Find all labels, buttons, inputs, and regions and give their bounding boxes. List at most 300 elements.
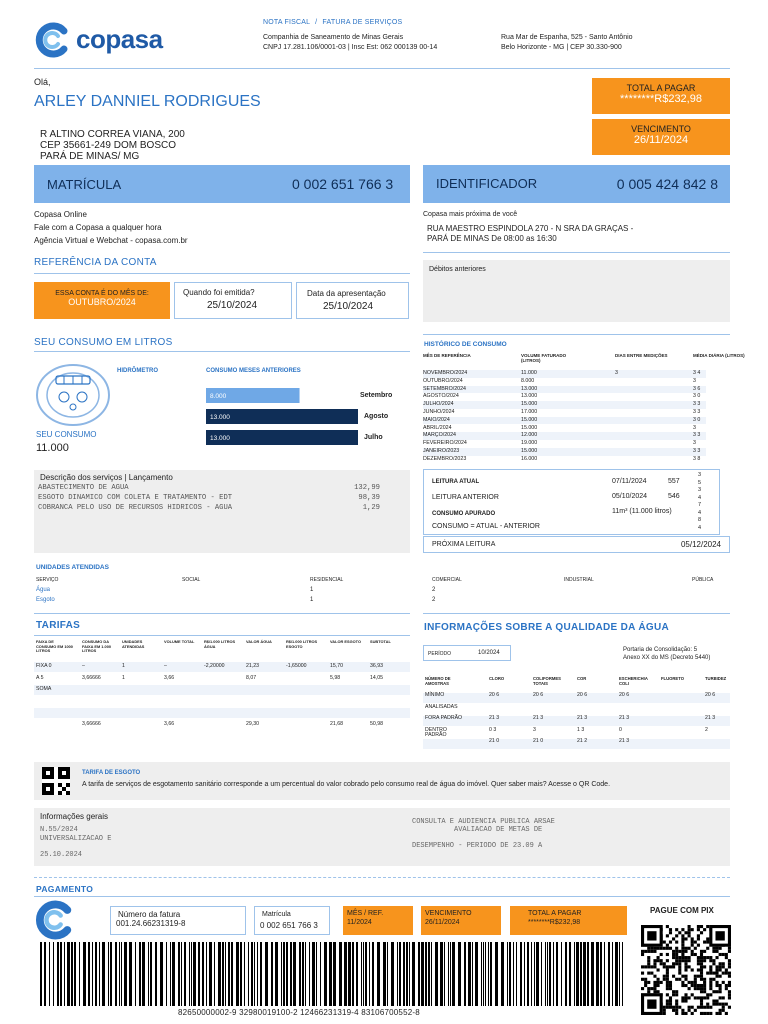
quality-cell: 21 0	[489, 738, 500, 744]
qr-module	[700, 968, 703, 971]
qr-module	[700, 956, 703, 959]
qr-module	[681, 947, 684, 950]
qr-module	[669, 965, 672, 968]
qr-module	[706, 925, 709, 928]
barcode-bar	[431, 942, 432, 1006]
current-reading-label: LEITURA ATUAL	[432, 479, 480, 485]
qr-module	[666, 978, 669, 981]
qr-module	[712, 978, 715, 981]
barcode-bar	[547, 942, 548, 1006]
quality-header: TURBIDEZ	[705, 676, 727, 681]
history-header: VOLUME FATURADO (LITROS)	[521, 353, 567, 363]
barcode-bar	[576, 942, 579, 1006]
general-info-l2: UNIVERSALIZACAO E	[40, 835, 112, 843]
qr-module	[722, 1006, 725, 1009]
barcode-bar	[275, 942, 278, 1006]
qr-module	[697, 934, 700, 937]
qr-module	[703, 1012, 706, 1015]
qr-module	[691, 993, 694, 996]
quality-cell: 21 3	[619, 738, 630, 744]
qr-module	[684, 978, 687, 981]
history-table	[423, 353, 745, 465]
qr-module	[669, 1003, 672, 1006]
qr-module	[684, 996, 687, 999]
qr-module	[641, 965, 644, 968]
barcode-bar	[309, 942, 310, 1006]
barcode-bar	[387, 942, 388, 1006]
barcode-bar	[604, 942, 605, 1006]
chart-value-label: 13.000	[210, 414, 230, 421]
barcode-bar	[135, 942, 136, 1006]
barcode-bar	[421, 942, 424, 1006]
quality-period-value: 10/2024	[478, 650, 500, 656]
barcode-bar	[399, 942, 401, 1006]
qr-module	[700, 1012, 703, 1015]
tariffs-cell: 14,05	[370, 674, 383, 681]
qr-module	[675, 993, 678, 996]
history-cell: 3	[615, 370, 618, 376]
payment-matricula-box	[254, 906, 330, 935]
qr-module	[715, 947, 718, 950]
qr-module	[719, 996, 722, 999]
tariffs-cell: 8,07	[246, 674, 257, 681]
qr-module	[700, 965, 703, 968]
qr-module	[684, 984, 687, 987]
online-link[interactable]: Agência Virtual e Webchat - copasa.com.br	[34, 236, 188, 245]
qr-module	[697, 959, 700, 962]
barcode-bar	[507, 942, 508, 1006]
tariffs-cell: 50,98	[370, 720, 383, 727]
barcode-bar	[236, 942, 239, 1006]
payment-title: PAGAMENTO	[36, 884, 94, 894]
qr-module	[700, 972, 703, 975]
qr-module	[684, 959, 687, 962]
issued-label: Quando foi emitida?	[183, 288, 255, 297]
history-cell: 3 6	[693, 385, 701, 392]
units-title: UNIDADES ATENDIDAS	[36, 564, 109, 571]
barcode-bar	[383, 942, 386, 1006]
qr-module	[688, 987, 691, 990]
barcode-bar	[228, 942, 230, 1006]
qr-module	[678, 968, 681, 971]
qr-module	[641, 987, 644, 990]
general-info-l1: N.55/2024	[40, 826, 78, 834]
qr-module	[700, 931, 703, 934]
qr-module	[657, 984, 660, 987]
qr-module	[675, 950, 678, 953]
history-cell: 3 3	[693, 409, 701, 415]
divider	[423, 613, 730, 614]
matricula-label: MATRÍCULA	[47, 177, 122, 192]
pix-qr-code[interactable]	[641, 925, 731, 1015]
customer-address1: R ALTINO CORREA VIANA, 200	[40, 129, 185, 140]
presented-value: 25/10/2024	[323, 301, 374, 312]
identificador-label: IDENTIFICADOR	[436, 176, 538, 191]
units-header: INDUSTRIAL	[564, 577, 594, 583]
qr-module	[663, 1006, 666, 1009]
company-address2: Belo Horizonte - MG | CEP 30.330-900	[501, 44, 622, 51]
qr-module	[722, 1003, 725, 1006]
history-cell: JANEIRO/2023	[423, 448, 460, 454]
qr-module	[697, 937, 700, 940]
quality-cell: 21 3	[533, 715, 544, 721]
qr-module	[675, 1006, 678, 1009]
qr-module	[663, 965, 666, 968]
payment-ref-box	[343, 906, 413, 935]
barcode-bar	[166, 942, 167, 1006]
barcode-bar	[600, 942, 602, 1006]
barcode-bar	[160, 942, 163, 1006]
barcode-bar	[71, 942, 73, 1006]
barcode-bar	[534, 942, 535, 1006]
qr-module	[728, 984, 731, 987]
qr-module	[719, 965, 722, 968]
barcode-bar	[121, 942, 122, 1006]
qr-module	[700, 990, 703, 993]
divider	[34, 273, 410, 274]
history-title: HISTÓRICO DE CONSUMO	[424, 341, 507, 348]
qr-module	[691, 941, 694, 944]
barcode-bar	[391, 942, 394, 1006]
qr-module	[703, 956, 706, 959]
qr-module	[672, 962, 675, 965]
divider	[34, 351, 410, 352]
qr-module	[709, 956, 712, 959]
tariffs-header: UNIDADES ATENDIDAS	[122, 639, 145, 649]
qr-module	[725, 1003, 728, 1006]
qr-module	[715, 999, 718, 1002]
qr-module	[700, 987, 703, 990]
qr-module	[681, 996, 684, 999]
barcode-bar	[209, 942, 212, 1006]
qr-module	[669, 941, 672, 944]
tariffs-title: TARIFAS	[36, 620, 81, 631]
qr-module	[647, 947, 650, 950]
due-value: 26/11/2024	[633, 134, 689, 146]
qr-module	[681, 956, 684, 959]
history-cell: 17.000	[521, 409, 538, 415]
quality-cell: 20 6	[489, 692, 500, 698]
copasa-logo-icon	[34, 900, 74, 940]
service-value: 98,39	[358, 494, 380, 502]
reference-title: REFERÊNCIA DA CONTA	[34, 257, 157, 268]
history-cell: OUTUBRO/2024	[423, 377, 463, 384]
service-description: ABASTECIMENTO DE AGUA	[38, 484, 129, 492]
qr-module	[660, 953, 663, 956]
consumption-formula: CONSUMO = ATUAL - ANTERIOR	[432, 523, 540, 530]
payment-total-box	[510, 906, 627, 935]
history-cell: 3 0	[693, 393, 701, 400]
history-cell: 3	[693, 440, 696, 447]
barcode-bar	[615, 942, 618, 1006]
qr-module	[706, 1006, 709, 1009]
tariffs-header: FAIXA DE CONSUMO EM 1000 LITROS	[36, 639, 73, 654]
tariffs-header: VALOR ESGOTO	[330, 639, 361, 644]
payment-total-value: ********R$232,98	[528, 919, 581, 926]
barcode-bar	[214, 942, 215, 1006]
qr-module	[694, 987, 697, 990]
qr-module	[675, 1003, 678, 1006]
qr-module	[647, 990, 650, 993]
qr-module	[675, 999, 678, 1002]
qr-module	[669, 984, 672, 987]
barcode-bar	[435, 942, 438, 1006]
payment-due-box	[421, 906, 501, 935]
qr-module	[709, 968, 712, 971]
quality-title: INFORMAÇÕES SOBRE A QUALIDADE DA ÁGUA	[424, 622, 669, 633]
barcode-bar	[302, 942, 304, 1006]
due-date-box	[592, 119, 730, 155]
qr-module	[722, 953, 725, 956]
qr-module	[706, 937, 709, 940]
barcode-bar	[49, 942, 50, 1006]
qr-module	[650, 972, 653, 975]
barcode-bar	[257, 942, 258, 1006]
qr-finder-center	[715, 931, 724, 940]
qr-module	[669, 1006, 672, 1009]
qr-module	[666, 925, 669, 928]
divider	[34, 635, 410, 636]
barcode-bar	[293, 942, 296, 1006]
barcode-bar	[428, 942, 430, 1006]
barcode-bar	[574, 942, 575, 1006]
qr-module	[666, 959, 669, 962]
qr-module	[647, 987, 650, 990]
qr-module	[709, 987, 712, 990]
units-cell: 2	[432, 587, 436, 593]
chart-category-label: Setembro	[360, 392, 393, 399]
tariffs-header: R$/1.000 LITROS ÁGUA	[204, 639, 236, 649]
qr-module	[681, 944, 684, 947]
barcode-bar	[403, 942, 405, 1006]
qr-module	[675, 1012, 678, 1015]
your-consumption-value: 11.000	[36, 442, 69, 454]
qr-module	[672, 965, 675, 968]
qr-module	[678, 978, 681, 981]
service-description: ESGOTO DINAMICO COM COLETA E TRATAMENTO - EDT	[38, 494, 233, 502]
services-title: Descrição dos serviços | Lançamento	[40, 473, 173, 482]
quality-cell: FORA PADRÃO	[425, 715, 463, 721]
qr-module	[694, 953, 697, 956]
qr-module	[653, 962, 656, 965]
qr-module	[697, 944, 700, 947]
tariffs-cell: FIXA 0	[36, 663, 52, 669]
qr-module	[647, 959, 650, 962]
consumed-label: CONSUMO APURADO	[432, 511, 496, 517]
qr-module	[672, 975, 675, 978]
payment-matricula-value: 0 002 651 766 3	[260, 921, 318, 930]
payment-total-label: TOTAL A PAGAR	[528, 910, 582, 917]
history-row	[423, 409, 706, 417]
qr-module	[725, 956, 728, 959]
barcode-bar	[95, 942, 97, 1006]
qr-module	[641, 950, 644, 953]
doc-type: NOTA FISCAL	[263, 19, 310, 26]
history-cell: 15.000	[521, 416, 538, 423]
previous-debts-box	[423, 260, 730, 322]
qr-module	[675, 956, 678, 959]
qr-module	[706, 947, 709, 950]
qr-module	[684, 962, 687, 965]
quality-header: COLIFORMES TOTAIS	[533, 676, 561, 686]
barcode-bar	[110, 942, 112, 1006]
qr-module	[728, 981, 731, 984]
qr-module	[663, 941, 666, 944]
barcode-bar	[464, 942, 466, 1006]
qr-module	[653, 975, 656, 978]
quality-cell: 21 0	[533, 738, 544, 744]
qr-module	[697, 996, 700, 999]
qr-module	[728, 959, 731, 962]
barcode-bar	[172, 942, 175, 1006]
qr-module	[715, 972, 718, 975]
history-row	[423, 378, 706, 386]
online-contact: Fale com a Copasa a qualquer hora	[34, 223, 162, 232]
qr-module	[653, 984, 656, 987]
qr-module	[672, 1009, 675, 1012]
qr-module	[666, 984, 669, 987]
qr-module	[684, 965, 687, 968]
qr-module	[697, 925, 700, 928]
qr-module	[684, 999, 687, 1002]
units-service: Esgoto	[36, 597, 55, 603]
tariffs-header: CONSUMO DA FAIXA EM 1.000 LITROS	[82, 639, 112, 654]
qr-module	[691, 984, 694, 987]
barcode-bar	[44, 942, 46, 1006]
qr-module	[700, 984, 703, 987]
qr-module	[697, 928, 700, 931]
qr-module	[675, 990, 678, 993]
tariffs-cell: –	[82, 663, 85, 669]
qr-module	[703, 950, 706, 953]
qr-module	[644, 965, 647, 968]
service-value: 132,99	[354, 484, 380, 492]
barcode-bar	[501, 942, 504, 1006]
qr-module	[657, 978, 660, 981]
issued-value: 25/10/2024	[207, 300, 258, 311]
qr-module	[644, 950, 647, 953]
barcode-bar	[565, 942, 567, 1006]
quality-cell: 20 6	[705, 692, 716, 698]
qr-module	[715, 968, 718, 971]
doc-type-header	[263, 19, 402, 26]
qr-module	[694, 984, 697, 987]
tariffs-table	[34, 640, 410, 742]
history-cell: 3 0	[693, 416, 701, 423]
previous-reading-label: LEITURA ANTERIOR	[432, 494, 499, 501]
barcode-bar	[299, 942, 301, 1006]
tariffs-cell: 3,66666	[82, 674, 101, 681]
qr-module	[660, 981, 663, 984]
qr-module	[703, 990, 706, 993]
barcode-bar	[222, 942, 224, 1006]
qr-module	[663, 975, 666, 978]
qr-module	[684, 975, 687, 978]
history-row	[423, 448, 706, 456]
divider	[423, 334, 730, 335]
previous-months-label: CONSUMO MESES ANTERIORES	[206, 368, 301, 374]
barcode-bar	[612, 942, 613, 1006]
qr-module	[691, 928, 694, 931]
barcode-bar	[520, 942, 522, 1006]
qr-module	[681, 999, 684, 1002]
barcode-bar	[377, 942, 380, 1006]
qr-module	[703, 987, 706, 990]
qr-module	[712, 990, 715, 993]
barcode-bar	[587, 942, 589, 1006]
payment-matricula-label: Matrícula	[262, 911, 291, 918]
barcode-bar	[553, 942, 554, 1006]
qr-module	[660, 959, 663, 962]
quality-row	[423, 739, 730, 749]
barcode-bar	[527, 942, 529, 1006]
barcode-bar	[240, 942, 242, 1006]
issued-box	[174, 282, 292, 319]
qr-module	[675, 962, 678, 965]
reference-month-box	[34, 282, 170, 319]
reading-side-digit: 4	[698, 524, 702, 531]
qr-module	[663, 1012, 666, 1015]
presented-box	[296, 282, 409, 319]
qr-module	[700, 925, 703, 928]
qr-module	[703, 996, 706, 999]
units-header: RESIDENCIAL	[310, 577, 344, 583]
qr-module	[700, 962, 703, 965]
quality-cell: 20 6	[577, 692, 588, 698]
quality-period-box	[423, 645, 511, 661]
customer-name: ARLEY DANNIEL RODRIGUES	[34, 93, 261, 110]
qr-module	[650, 950, 653, 953]
qr-module	[669, 999, 672, 1002]
qr-module	[691, 944, 694, 947]
barcode-bar	[545, 942, 546, 1006]
barcode-bar	[231, 942, 233, 1006]
barcode-bar	[619, 942, 620, 1006]
qr-module	[715, 950, 718, 953]
qr-module	[688, 925, 691, 928]
quality-header: FLUORETO	[661, 676, 684, 681]
qr-code-icon[interactable]	[42, 767, 70, 795]
barcode-bar	[495, 942, 498, 1006]
qr-module	[666, 999, 669, 1002]
qr-module	[709, 993, 712, 996]
qr-module	[684, 950, 687, 953]
barcode-bar	[583, 942, 586, 1006]
history-cell: SETEMBRO/2024	[423, 385, 466, 392]
qr-module	[675, 1009, 678, 1012]
qr-module	[700, 1003, 703, 1006]
qr-module	[684, 937, 687, 940]
quality-header: NÚMERO DE AMOSTRAS	[425, 676, 451, 686]
previous-consumption-chart	[206, 384, 406, 450]
qr-module	[675, 947, 678, 950]
tariffs-cell: 1	[122, 674, 125, 681]
quality-cell: 2	[705, 726, 708, 733]
qr-module	[712, 972, 715, 975]
qr-module	[669, 947, 672, 950]
qr-module	[706, 1003, 709, 1006]
barcode-bar	[365, 942, 367, 1006]
qr-module	[722, 1009, 725, 1012]
qr-module	[647, 950, 650, 953]
qr-module	[688, 1009, 691, 1012]
barcode-bar	[531, 942, 532, 1006]
qr-module	[700, 975, 703, 978]
history-cell: 15.000	[521, 448, 538, 454]
qr-module	[719, 987, 722, 990]
history-row	[423, 425, 706, 433]
online-title: Copasa Online	[34, 210, 87, 219]
